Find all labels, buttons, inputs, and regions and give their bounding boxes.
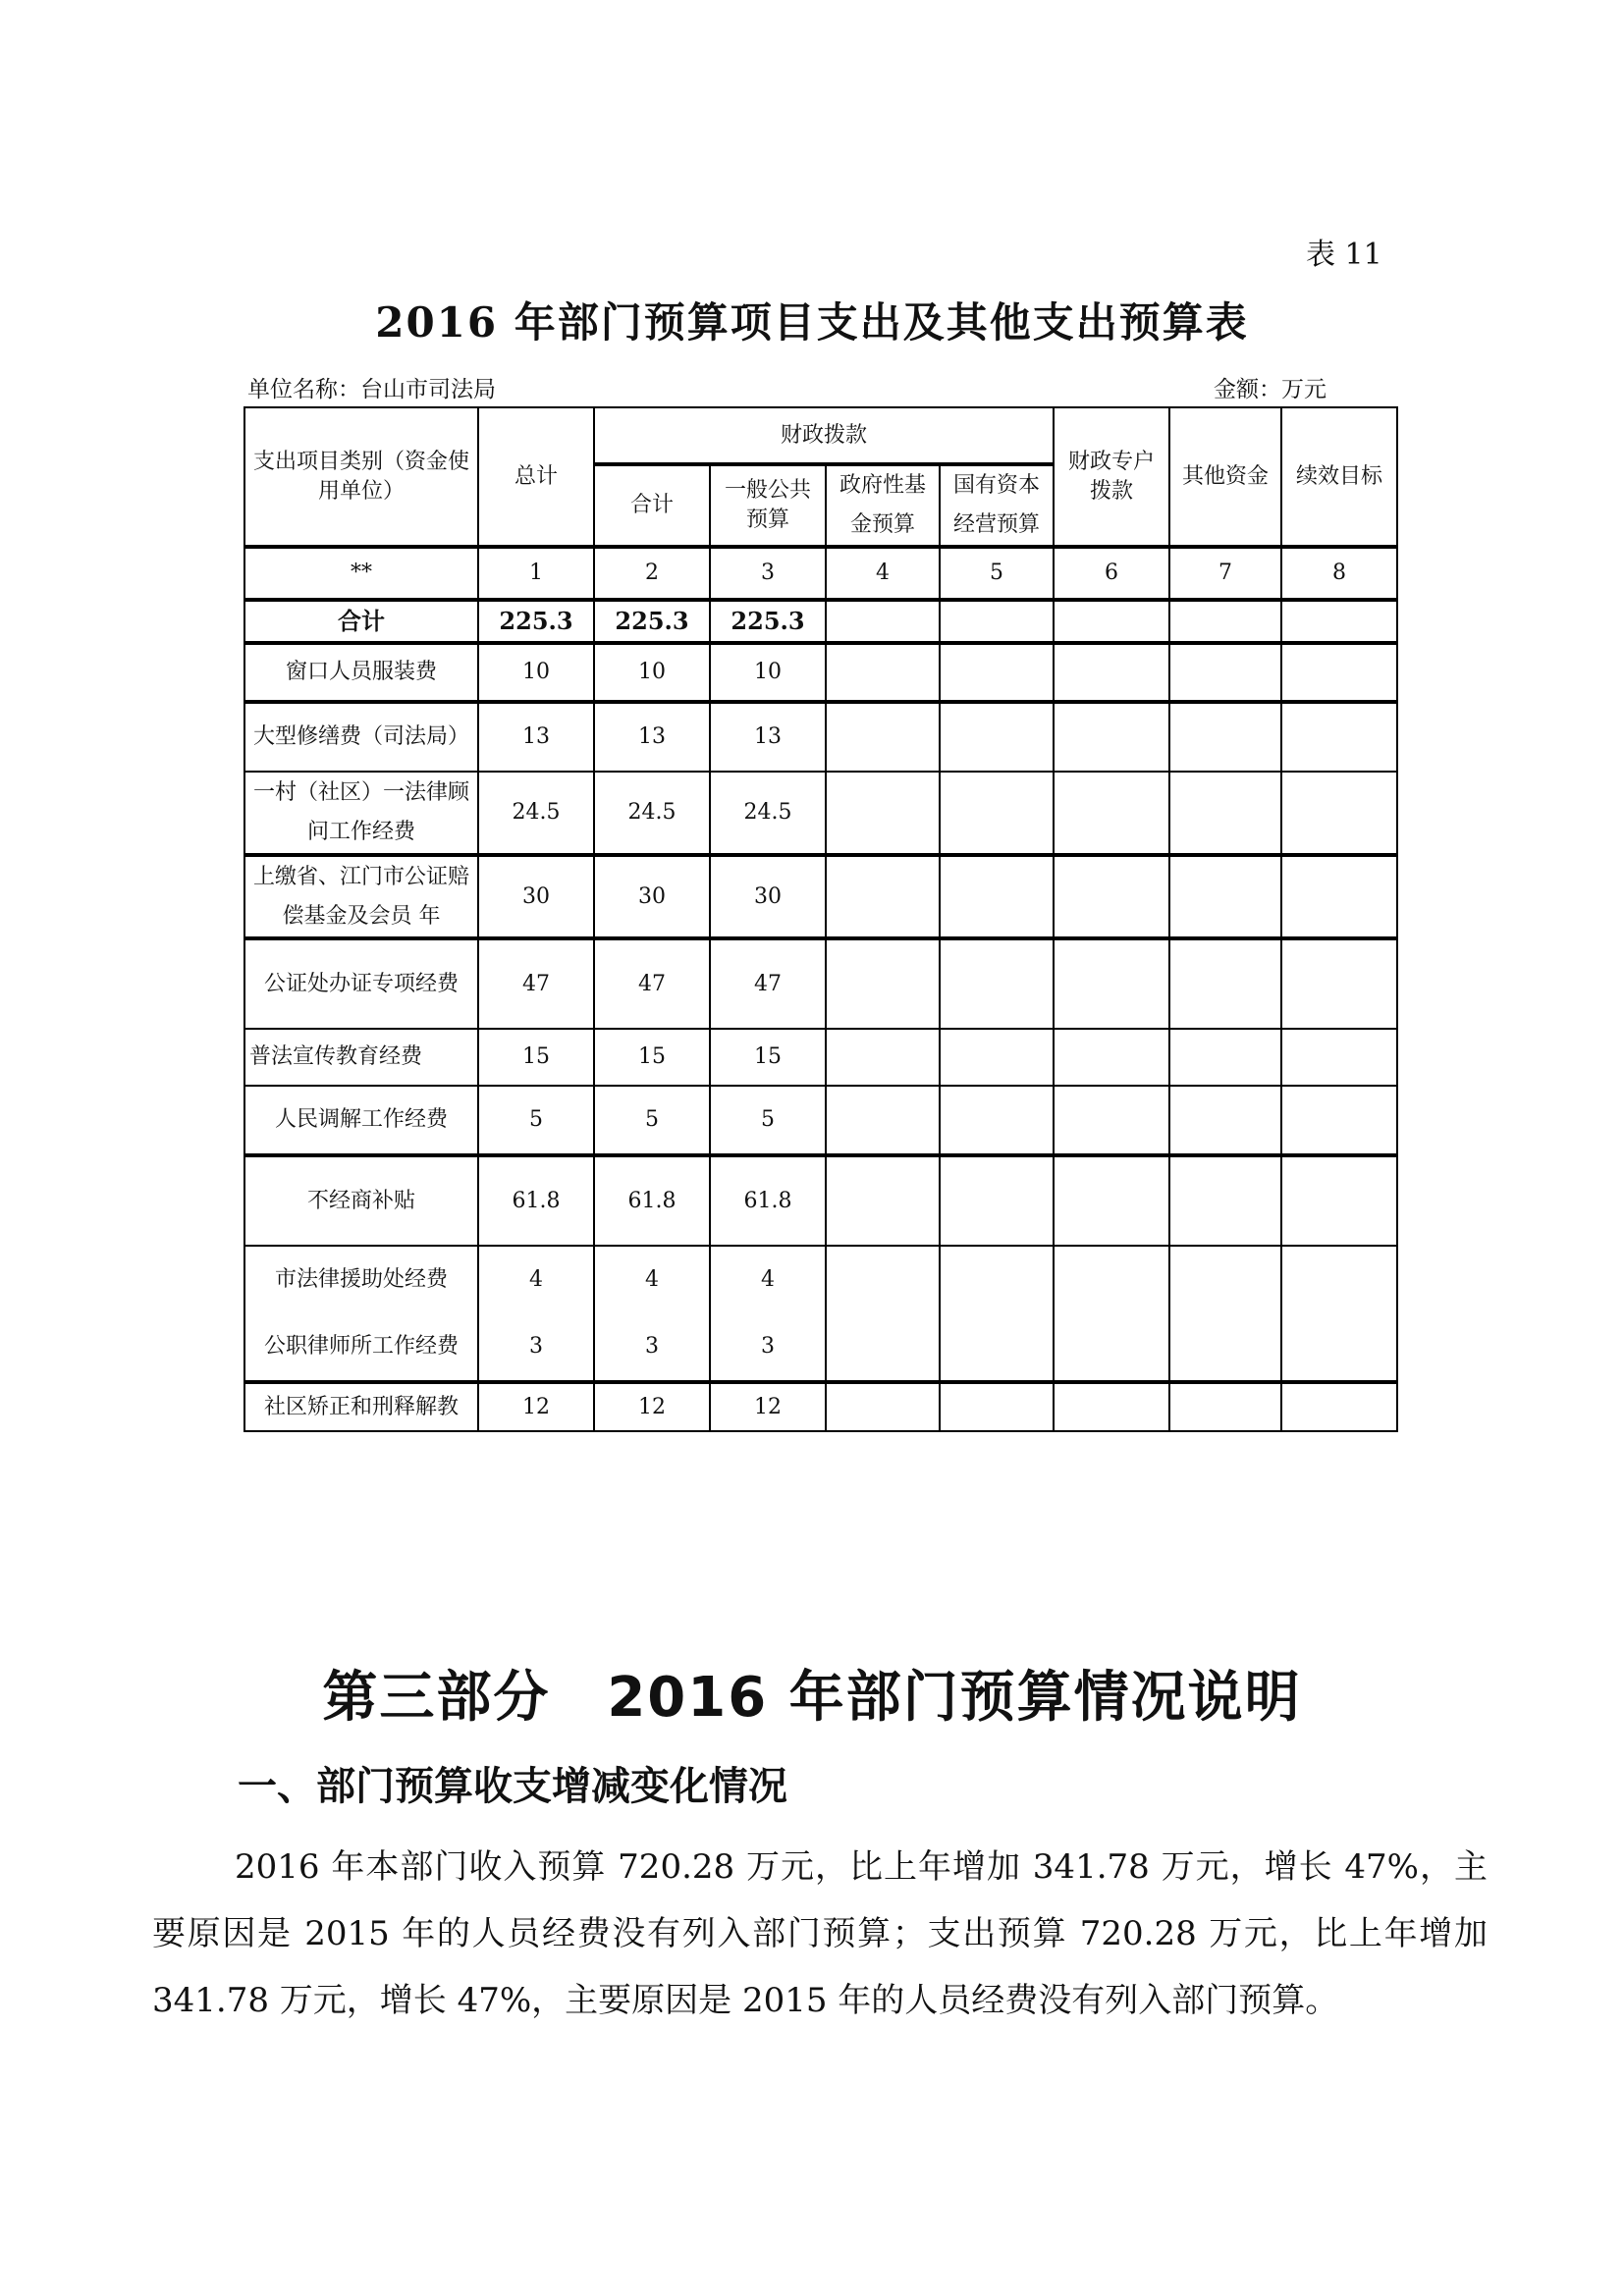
table-row [244,1086,1397,1155]
row-label-merged [244,1246,478,1382]
header-general-public: 一般公共预算 [710,464,826,547]
index-cell: ** [244,547,478,600]
row-total: 10 [478,643,594,702]
row-total: 47 [478,938,594,1029]
row-fiscal-subtotal: 13 [594,702,710,772]
index-cell: 3 [710,547,826,600]
index-row [244,547,1397,600]
table-row [244,643,1397,702]
subsection-title: 一、部门预算收支增减变化情况 [238,1764,787,1809]
row-general-public: 24.5 [710,772,826,855]
index-cell: 5 [940,547,1054,600]
row-total: 3 [529,1334,543,1359]
header-fiscal-subtotal: 合计 [594,464,710,547]
index-cell: 8 [1281,547,1397,600]
row-fiscal-subtotal: 3 [645,1334,659,1359]
row-total: 24.5 [478,772,594,855]
row-total: 12 [478,1382,594,1431]
row-total: 4 [529,1267,543,1292]
row-fiscal-subtotal: 61.8 [594,1155,710,1246]
table-row [244,938,1397,1029]
table-row [244,1382,1397,1431]
index-cell: 2 [594,547,710,600]
header-fiscal-group: 财政拨款 [594,407,1054,464]
section-title: 第三部分 2016 年部门预算情况说明 [322,1666,1302,1730]
header-gov-fund: 政府性基金预算 [826,464,940,547]
index-cell: 7 [1169,547,1281,600]
table-title: 2016 年部门预算项目支出及其他支出预算表 [375,298,1249,347]
row-general-public: 47 [710,938,826,1029]
table-row-merged [244,1246,1397,1382]
amount-unit-label: 金额：万元 [1214,377,1326,402]
budget-table [244,406,1398,1432]
row-label: 窗口人员服装费 [244,643,478,702]
total-row-total: 225.3 [478,600,594,643]
unit-name-label: 单位名称：台山市司法局 [247,377,496,402]
table-row [244,1029,1397,1086]
row-fiscal-subtotal: 47 [594,938,710,1029]
index-cell: 4 [826,547,940,600]
row-total: 13 [478,702,594,772]
row-fiscal-subtotal: 30 [594,855,710,938]
row-general-public: 13 [710,702,826,772]
header-category: 支出项目类别（资金使用单位） [244,407,478,547]
header-special-account: 财政专户拨款 [1054,407,1169,547]
row-general-public: 5 [710,1086,826,1155]
row-general-public: 12 [710,1382,826,1431]
total-row-label: 合计 [244,600,478,643]
row-fiscal-subtotal: 15 [594,1029,710,1086]
index-cell: 1 [478,547,594,600]
header-state-capital: 国有资本经营预算 [940,464,1054,547]
table-row [244,702,1397,772]
row-general-public: 4 [761,1267,775,1292]
row-general-public: 30 [710,855,826,938]
row-fiscal-subtotal: 4 [645,1267,659,1292]
row-label: 一村（社区）一法律顾问工作经费 [244,772,478,855]
row-total: 15 [478,1029,594,1086]
table-number: 表 11 [1306,238,1382,272]
row-label: 大型修缮费（司法局） [244,702,478,772]
row-label: 上缴省、江门市公证赔偿基金及会员 年 [244,855,478,938]
row-general-public: 3 [761,1334,775,1359]
total-row-general-public: 225.3 [710,600,826,643]
row-fiscal-subtotal: 24.5 [594,772,710,855]
row-fiscal-subtotal: 10 [594,643,710,702]
row-total: 61.8 [478,1155,594,1246]
header-performance-goal: 续效目标 [1281,407,1397,547]
table-row [244,1155,1397,1246]
row-label: 不经商补贴 [244,1155,478,1246]
index-cell: 6 [1054,547,1169,600]
row-total: 5 [478,1086,594,1155]
table-row [244,855,1397,938]
row-label: 人民调解工作经费 [244,1086,478,1155]
row-label: 市法律援助处经费 [274,1267,448,1292]
body-paragraph: 2016 年本部门收入预算 720.28 万元，比上年增加 341.78 万元，增长 47%，主要原因是 2015 年的人员经费没有列入部门预算；支出预算 720.28 万元，比上年增加 341.78 万元，增长 47%，主要原因是 2015 年的人员经费没有列入部门预算。 [152,1847,1488,2020]
row-total: 30 [478,855,594,938]
row-fiscal-subtotal: 5 [594,1086,710,1155]
row-label: 公证处办证专项经费 [244,938,478,1029]
row-general-public: 10 [710,643,826,702]
header-total: 总计 [478,407,594,547]
row-general-public: 61.8 [710,1155,826,1246]
row-fiscal-subtotal: 12 [594,1382,710,1431]
total-row-fiscal-subtotal: 225.3 [594,600,710,643]
row-general-public: 15 [710,1029,826,1086]
header-other-funds: 其他资金 [1169,407,1281,547]
row-label: 社区矫正和刑释解教 [244,1382,478,1431]
table-row [244,772,1397,855]
total-row [244,600,1397,643]
row-label: 普法宣传教育经费 [244,1029,478,1086]
row-label: 公职律师所工作经费 [263,1334,459,1359]
